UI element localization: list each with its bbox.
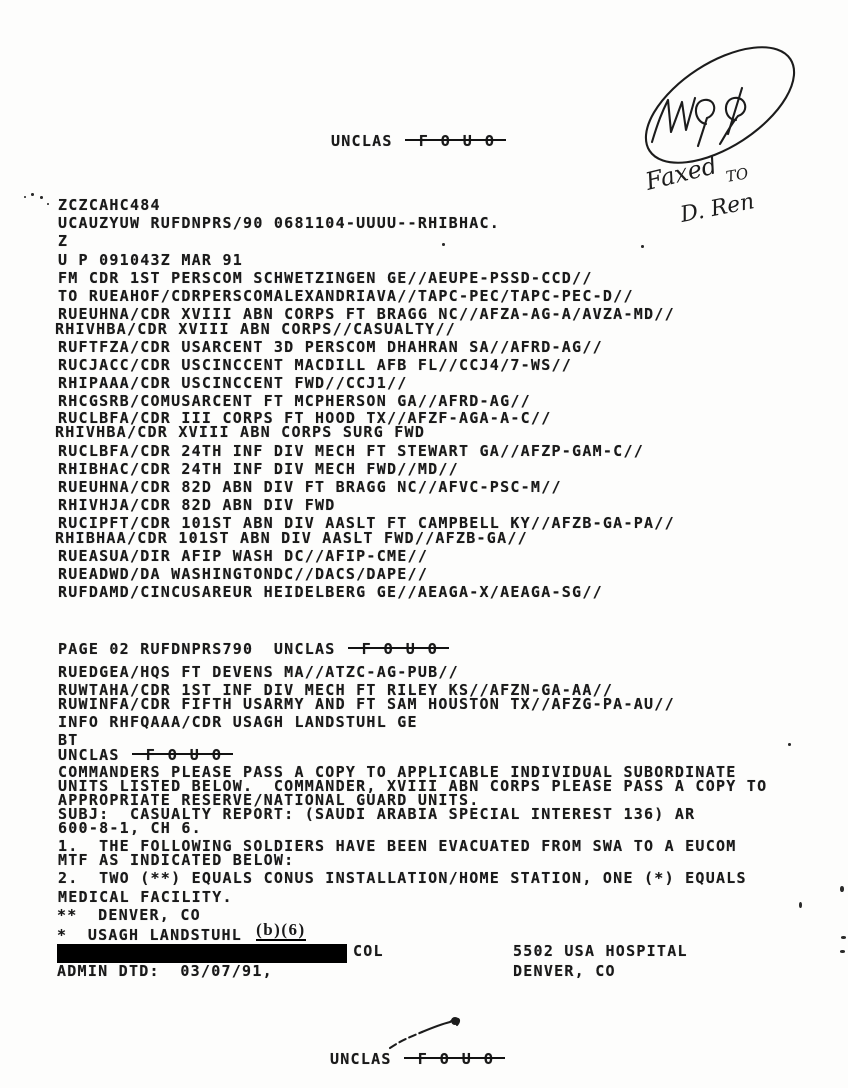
- document-text: ZCZCAHC484: [58, 196, 161, 214]
- document-text: RUEDGEA/HQS FT DEVENS MA//ATZC-AG-PUB//: [58, 663, 459, 681]
- document-text: MEDICAL FACILITY.: [58, 888, 233, 906]
- handwritten-initials-scribble: [728, 88, 742, 134]
- document-line: [55, 322, 456, 337]
- document-line: [58, 890, 233, 905]
- document-line: [57, 941, 688, 963]
- document-text: UNITS LISTED BELOW. COMMANDER, XVIII ABN CORPS PLEASE PASS A COPY TO: [58, 777, 768, 795]
- document-text: COL: [353, 942, 384, 960]
- scan-speck: [840, 886, 844, 892]
- document-line: [58, 697, 675, 712]
- document-line: [55, 425, 425, 440]
- document-text: RUCIPFT/CDR 101ST ABN DIV AASLT FT CAMPBELL KY//AFZB-GA-PA//: [58, 514, 675, 532]
- scan-speck: [442, 243, 445, 246]
- document-text: RUEADWD/DA WASHINGTONDC//DACS/DAPE//: [58, 565, 429, 583]
- document-text: RUEUHNA/CDR XVIII ABN CORPS FT BRAGG NC//AFZA-AG-A/AVZA-MD//: [58, 305, 675, 323]
- document-line: [58, 340, 603, 355]
- document-line: [58, 480, 562, 495]
- document-text: RUFDAMD/CINCUSAREUR HEIDELBERG GE//AEAGA-X/AEAGA-SG//: [58, 583, 603, 601]
- document-line: [58, 567, 428, 582]
- document-text: TO RUEAHOF/CDRPERSCOMALEXANDRIAVA//TAPC-PEC/TAPC-PEC-D//: [58, 287, 634, 305]
- document-line: [58, 289, 634, 304]
- struck-fouo-marking: F O U O: [145, 746, 223, 764]
- document-line: [57, 908, 201, 923]
- document-text: Z: [58, 232, 69, 250]
- handwritten-note-line2: D. Ren: [678, 189, 757, 228]
- document-text: RHIBHAA/CDR 101ST ABN DIV AASLT FWD//AFZB-GA//: [55, 529, 528, 547]
- document-text: FM CDR 1ST PERSCOM SCHWETZINGEN GE//AEUPE-PSSD-CCD//: [58, 269, 593, 287]
- document-text: RUCLBFA/CDR 24TH INF DIV MECH FT STEWART GA//AFZP-GAM-C//: [58, 442, 645, 460]
- document-line: [58, 358, 572, 373]
- document-text: RHCGSRB/COMUSARCENT FT MCPHERSON GA//AFRD-AG//: [58, 392, 531, 410]
- document-text: ADMIN DTD: 03/07/91,: [57, 962, 273, 980]
- pen-flourish-mark: [378, 1012, 478, 1060]
- redaction-bar: [57, 944, 347, 963]
- document-text: SUBJ: CASUALTY REPORT: (SAUDI ARABIA SPECIAL INTEREST 136) AR: [58, 805, 696, 823]
- pen-stroke-dashed: [390, 1032, 422, 1048]
- document-line: [58, 549, 428, 564]
- document-line: [58, 665, 459, 680]
- document-text: BT: [58, 731, 79, 749]
- struck-fouo-marking: F O U O: [361, 640, 439, 658]
- document-line: [58, 585, 603, 600]
- document-text: RHIPAAA/CDR USCINCCENT FWD//CCJ1//: [58, 374, 408, 392]
- document-text: UNCLAS: [330, 1050, 392, 1068]
- document-text: U P 091043Z MAR 91: [58, 251, 244, 269]
- document-line: [58, 498, 336, 513]
- document-text: UNCLAS: [331, 132, 393, 150]
- document-line: [55, 531, 528, 546]
- document-text: RUWTAHA/CDR 1ST INF DIV MECH FT RILEY KS//AFZN-GA-AA//: [58, 681, 614, 699]
- document-text: * USAGH LANDSTUHL: [57, 926, 243, 944]
- document-text: RUEUHNA/CDR 82D ABN DIV FT BRAGG NC//AFVC-PSC-M//: [58, 478, 562, 496]
- pen-stroke: [422, 1022, 450, 1032]
- document-text: UCAUZYUW RUFDNPRS/90 0681104-UUUU--RHIBHAC.: [58, 214, 501, 232]
- scan-speck: [40, 196, 43, 199]
- scan-speck: [641, 245, 644, 248]
- document-line: [58, 821, 202, 836]
- handwritten-circle: [627, 24, 814, 186]
- document-text: ** DENVER, CO: [57, 906, 201, 924]
- document-line: [58, 216, 500, 231]
- document-text: APPROPRIATE RESERVE/NATIONAL GUARD UNITS.: [58, 791, 480, 809]
- document-text: DENVER, CO: [513, 962, 616, 980]
- document-text: RHIVHBA/CDR XVIII ABN CORPS//CASUALTY//: [55, 320, 456, 338]
- document-text: MTF AS INDICATED BELOW:: [58, 851, 295, 869]
- document-line: [58, 715, 418, 730]
- document-line: [57, 962, 616, 980]
- handwritten-note-word: Faxed: [642, 151, 720, 196]
- document-line: [58, 871, 747, 886]
- document-line: [58, 253, 243, 268]
- document-text: 1. THE FOLLOWING SOLDIERS HAVE BEEN EVACUATED FROM SWA TO A EUCOM: [58, 837, 737, 855]
- document-text: RUWINFA/CDR FIFTH USARMY AND FT SAM HOUSTON TX//AFZG-PA-AU//: [58, 695, 675, 713]
- document-line: [58, 376, 408, 391]
- document-line: [58, 748, 223, 763]
- struck-fouo-marking: F O U O: [418, 132, 496, 150]
- scan-speck: [788, 743, 791, 746]
- document-line: [58, 271, 593, 286]
- document-line: [58, 444, 644, 459]
- handwritten-note-word: TO: [724, 164, 750, 186]
- foia-exemption-stamp: (b)(6): [256, 920, 306, 939]
- document-line: [58, 462, 459, 477]
- document-line: [58, 394, 531, 409]
- handwritten-annotation: [600, 38, 848, 238]
- scan-speck: [47, 203, 49, 205]
- document-text: 5502 USA HOSPITAL: [513, 942, 688, 960]
- document-text: 600-8-1, CH 6.: [58, 819, 202, 837]
- document-line: [58, 642, 439, 657]
- document-line: [58, 198, 161, 213]
- document-line: [58, 853, 294, 868]
- struck-fouo-marking: F O U O: [417, 1050, 495, 1068]
- scan-speck: [31, 193, 34, 196]
- document-text: RHIBHAC/CDR 24TH INF DIV MECH FWD//MD//: [58, 460, 459, 478]
- document-text: 2. TWO (**) EQUALS CONUS INSTALLATION/HOME STATION, ONE (*) EQUALS: [58, 869, 747, 887]
- document-text: RUFTFZA/CDR USARCENT 3D PERSCOM DHAHRAN SA//AFRD-AG//: [58, 338, 603, 356]
- document-text: RHIVHJA/CDR 82D ABN DIV FWD: [58, 496, 336, 514]
- document-text: COMMANDERS PLEASE PASS A COPY TO APPLICABLE INDIVIDUAL SUBORDINATE: [58, 763, 737, 781]
- document-text: RHIVHBA/CDR XVIII ABN CORPS SURG FWD: [55, 423, 426, 441]
- scan-speck: [840, 950, 845, 953]
- scan-speck: [24, 196, 26, 198]
- document-text: INFO RHFQAAA/CDR USAGH LANDSTUHL GE: [58, 713, 418, 731]
- scan-speck: [841, 936, 846, 939]
- document-line: [58, 234, 68, 249]
- ink-blob: [451, 1017, 459, 1025]
- document-text: RUCLBFA/CDR III CORPS FT HOOD TX//AFZF-AGA-A-C//: [58, 409, 552, 427]
- document-text: UNCLAS: [58, 746, 120, 764]
- document-line: [331, 134, 496, 149]
- document-text: RUCJACC/CDR USCINCCENT MACDILL AFB FL//CCJ4/7-WS//: [58, 356, 573, 374]
- handwritten-initials-scribble: [696, 100, 714, 146]
- scan-speck: [799, 902, 802, 908]
- document-text: PAGE 02 RUFDNPRS790 UNCLAS: [58, 640, 336, 658]
- document-text: RUEASUA/DIR AFIP WASH DC//AFIP-CME//: [58, 547, 429, 565]
